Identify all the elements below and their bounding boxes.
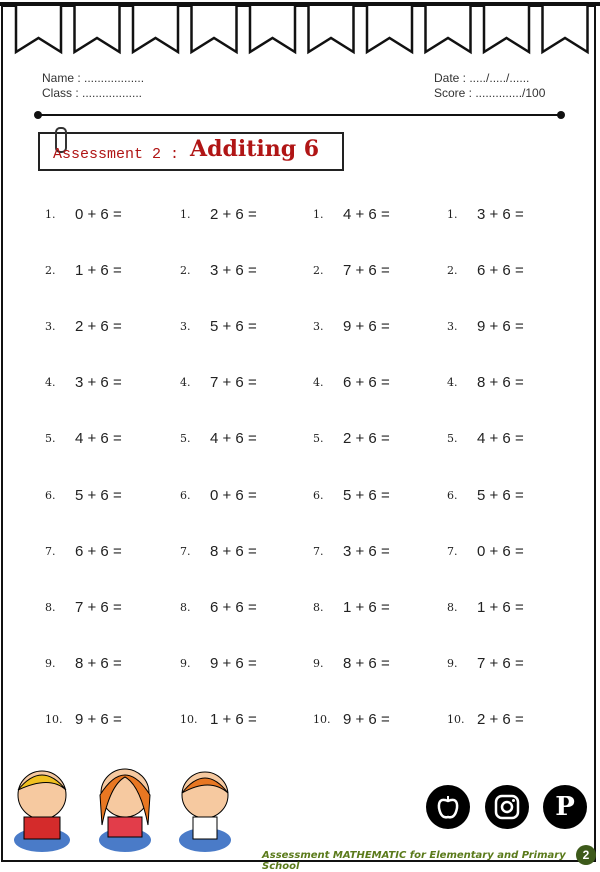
question-expression: 9 + 6 = [210,654,257,672]
worksheet-title: Additing 6 [190,136,320,162]
bunting-flag [192,4,237,52]
bunting-flag [543,4,588,52]
bunting-flag [484,4,529,52]
kid-reading-icon [14,771,70,852]
question-expression: 6 + 6 = [75,542,122,560]
question-number: 8. [180,600,191,614]
question-expression: 2 + 6 = [477,710,524,728]
question-number: 1. [447,208,458,221]
student-info [42,71,144,101]
question-expression: 1 + 6 = [477,598,524,616]
bunting-flag [367,4,412,52]
score-field: Score : ............../100 [434,86,546,100]
divider [37,114,563,116]
question-number: 5. [45,432,56,446]
question-number: 1. [45,208,56,221]
question-expression: 2 + 6 = [75,318,122,336]
question-number: 9. [313,656,324,670]
pinterest-icon[interactable] [543,785,587,829]
question-number: 1. [313,208,324,221]
question-expression: 3 + 6 = [75,374,122,392]
question-expression: 5 + 6 = [343,486,390,504]
pinterest-glyph: P [555,792,575,822]
question-expression: 4 + 6 = [210,430,257,448]
question-number: 3. [180,320,191,334]
question-number: 6. [45,488,56,502]
name-field: Name : .................. [42,71,145,85]
question-expression: 9 + 6 = [477,318,524,336]
question-expression: 4 + 6 = [343,206,390,223]
question-expression: 8 + 6 = [75,654,122,672]
question-number: 9. [180,656,191,670]
question-number: 3. [45,320,56,334]
question-expression: 0 + 6 = [477,542,524,560]
question-expression: 1 + 6 = [75,262,122,280]
question-number: 3. [447,320,458,334]
question-expression: 1 + 6 = [343,598,390,616]
question-expression: 9 + 6 = [343,710,390,728]
question-number: 4. [180,376,191,390]
question-number: 2. [180,264,191,278]
question-expression: 7 + 6 = [75,598,122,616]
bunting-flag [16,4,61,52]
question-expression: 7 + 6 = [343,262,390,280]
bunting-flag [75,4,120,52]
question-number: 10. [313,712,331,726]
question-number: 5. [447,432,458,446]
question-expression: 0 + 6 = [75,206,122,223]
question-expression: 9 + 6 = [343,318,390,336]
question-expression: 8 + 6 = [477,374,524,392]
question-number: 1. [180,208,191,221]
question-expression: 6 + 6 = [477,262,524,280]
divider-dot [557,111,565,119]
question-expression: 9 + 6 = [75,710,122,728]
question-expression: 2 + 6 = [210,206,257,223]
instagram-icon[interactable] [485,785,529,829]
question-number: 8. [313,600,324,614]
question-number: 7. [180,544,191,558]
question-number: 7. [313,544,324,558]
question-expression: 5 + 6 = [210,318,257,336]
question-expression: 7 + 6 = [477,654,524,672]
divider-dot [34,111,42,119]
question-number: 10. [180,712,198,726]
question-number: 2. [447,264,458,278]
question-expression: 6 + 6 = [343,374,390,392]
question-expression: 4 + 6 = [75,430,122,448]
question-number: 6. [180,488,191,502]
question-number: 7. [447,544,458,558]
question-expression: 6 + 6 = [210,598,257,616]
question-expression: 3 + 6 = [343,542,390,560]
question-expression: 1 + 6 = [210,710,257,728]
bunting-flag [426,4,471,52]
question-number: 10. [447,712,465,726]
bunting-decoration [0,0,600,60]
question-number: 4. [313,376,324,390]
question-expression: 7 + 6 = [210,374,257,392]
score-info [434,71,545,101]
assessment-label: Assessment 2 : [53,146,180,163]
question-number: 4. [45,376,56,390]
question-number: 8. [447,600,458,614]
question-number: 6. [313,488,324,502]
class-field: Class : .................. [42,86,143,100]
kids-illustration [10,755,240,855]
question-expression: 8 + 6 = [210,542,257,560]
question-expression: 4 + 6 = [477,430,524,448]
question-number: 8. [45,600,56,614]
apple-icon[interactable] [426,785,470,829]
question-number: 9. [45,656,56,670]
bunting-flag [309,4,354,52]
question-number: 2. [313,264,324,278]
page-number: 2 [576,845,596,865]
question-number: 2. [45,264,56,278]
question-number: 10. [45,712,63,726]
question-number: 5. [180,432,191,446]
question-expression: 2 + 6 = [343,430,390,448]
date-field: Date : ...../...../...... [434,71,530,85]
footer-text: Assessment MATHEMATIC for Elementary and Primary School [262,850,566,872]
question-number: 3. [313,320,324,334]
question-number: 5. [313,432,324,446]
question-expression: 5 + 6 = [75,486,122,504]
bunting-flag [250,4,295,52]
question-number: 7. [45,544,56,558]
kid-writing-icon [179,772,231,852]
bunting-flag [133,4,178,52]
question-expression: 0 + 6 = [210,486,257,504]
question-number: 4. [447,376,458,390]
question-number: 6. [447,488,458,502]
question-expression: 8 + 6 = [343,654,390,672]
question-number: 9. [447,656,458,670]
kid-girl-icon [99,769,151,852]
question-expression: 5 + 6 = [477,486,524,504]
question-expression: 3 + 6 = [477,206,524,223]
question-expression: 3 + 6 = [210,262,257,280]
